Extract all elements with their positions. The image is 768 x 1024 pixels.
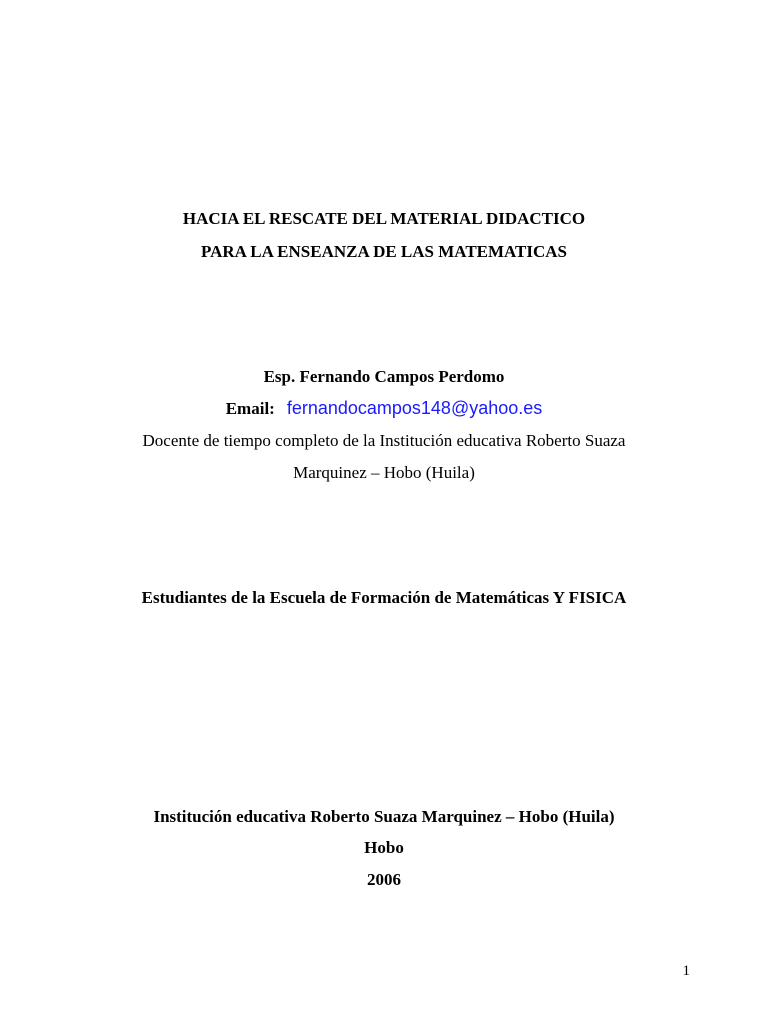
description-line-1: Docente de tiempo completo de la Institución educativa Roberto Suaza — [142, 431, 626, 450]
document-title-line-1: HACIA EL RESCATE DEL MATERIAL DIDACTICO — [182, 209, 586, 228]
author-name: Esp. Fernando Campos Perdomo — [263, 367, 505, 386]
email-link[interactable]: fernandocampos148@yahoo.es — [286, 398, 543, 418]
institution-line: Institución educativa Roberto Suaza Marquinez – Hobo (Huila) — [153, 807, 615, 826]
students-line: Estudiantes de la Escuela de Formación de Matemáticas Y FISICA — [141, 588, 627, 607]
description-line-2: Marquinez – Hobo (Huila) — [293, 463, 475, 482]
page-number: 1 — [682, 963, 690, 979]
email-label: Email: — [225, 399, 275, 418]
document-title-line-2: PARA LA ENSEANZA DE LAS MATEMATICAS — [200, 242, 568, 261]
year-line: 2006 — [367, 870, 401, 889]
city-line: Hobo — [364, 838, 404, 857]
email-line — [0, 398, 768, 419]
